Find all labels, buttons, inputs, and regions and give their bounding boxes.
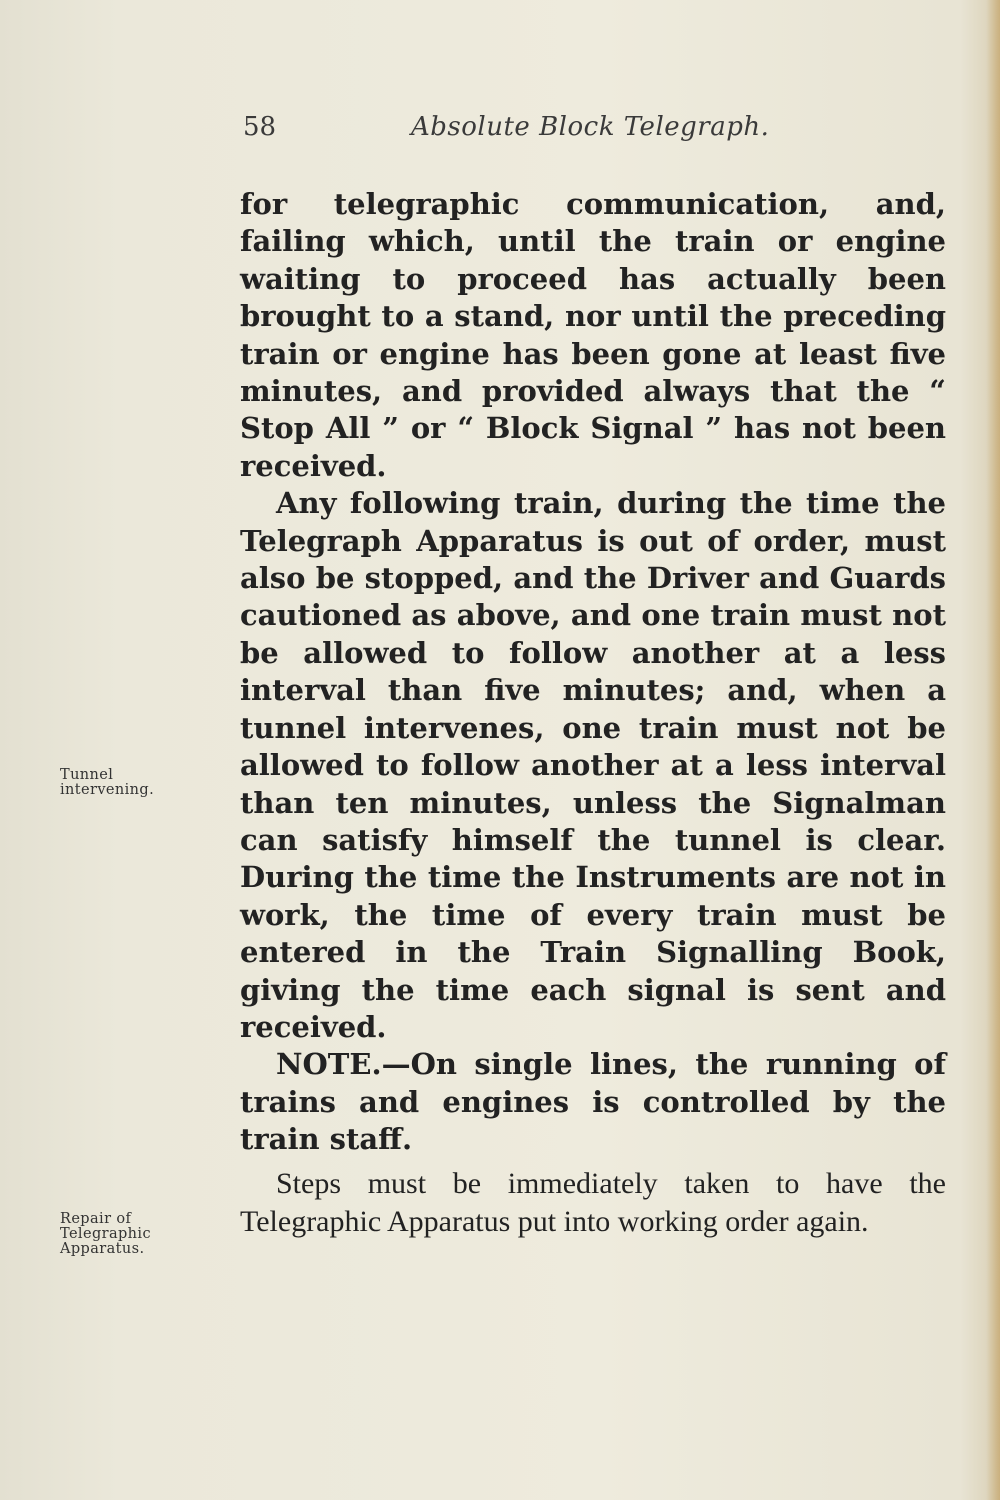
side-note-line: Apparatus. xyxy=(60,1241,145,1257)
note-text: —On single lines, the running of trains and engines is controlled by the train staff. xyxy=(240,1047,946,1157)
side-note-line: Tunnel xyxy=(60,767,114,783)
paragraph-note xyxy=(240,1046,946,1158)
running-title: Absolute Block Telegraph. xyxy=(411,112,770,142)
side-note-line: intervening. xyxy=(60,782,155,798)
paragraph-following-train: Any following train, during the time the Telegraph Apparatus is out of order, must also be stopped, and the Driver and Guards cautioned as above, and one train must not be allowed to follow another at a less interval than five minutes; and, when a tunnel intervenes, one train must not be allowed to follow another at a less interval than ten minutes, unless the Signalman can satisfy himself the tunnel is clear. During the time the Instruments are not in work, the time of every train must be entered in the Train Signalling Book, giving the time each signal is sent and received. xyxy=(240,486,946,1044)
side-note-repair-apparatus xyxy=(60,1212,210,1257)
page-edge-stain xyxy=(986,0,1000,1500)
page-number: 58 xyxy=(243,112,277,142)
side-note-line: Repair of xyxy=(60,1211,132,1227)
side-note-line: Telegraphic xyxy=(60,1226,151,1242)
side-note-tunnel-intervening xyxy=(60,768,210,798)
paragraph-continuation: for telegraphic communication, and, failing which, until the train or engine waiting to proceed has actually been brought to a stand, nor until the preceding train or engine has been gone at least five minutes, and provided always that the “ Stop All ” or “ Block Signal ” has not been received. xyxy=(240,187,946,483)
note-label: NOTE. xyxy=(276,1047,382,1082)
page-header xyxy=(243,112,803,152)
body-text xyxy=(240,186,946,1241)
paragraph-repair: Steps must be immediately taken to have the Telegraphic Apparatus put into working order again. xyxy=(240,1166,946,1238)
